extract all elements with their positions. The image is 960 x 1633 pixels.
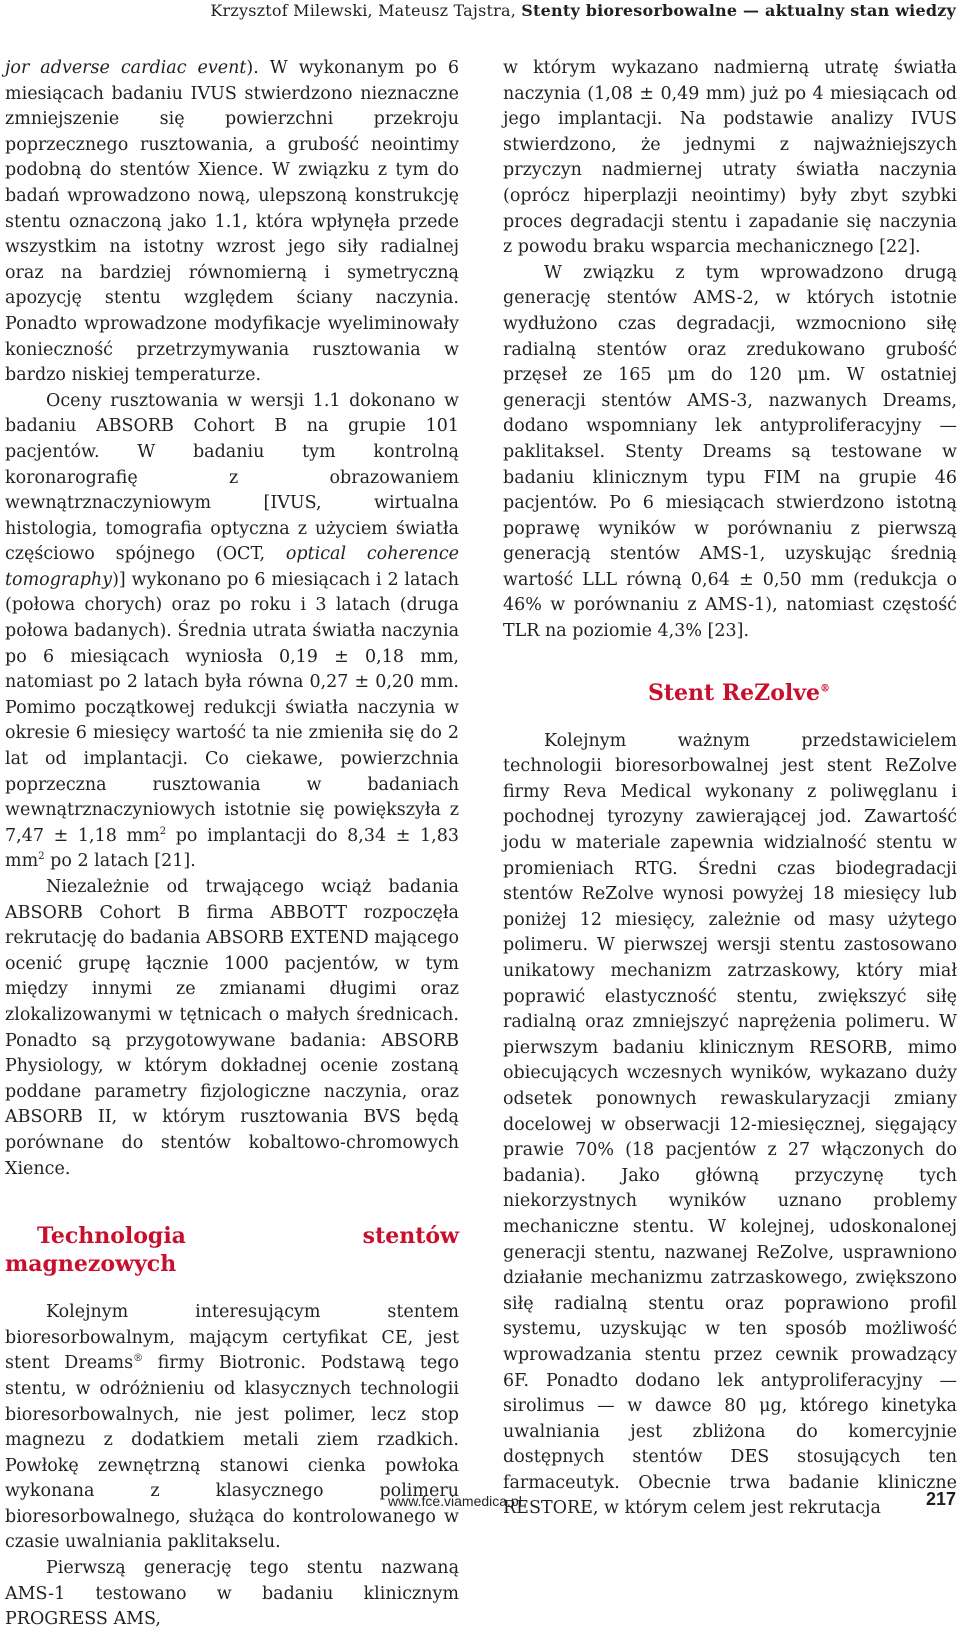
registered-mark: ® [820,683,831,695]
left-paragraph-4 [5,1300,459,1556]
paragraph-text: Kolejnym interesującym stentem bioresorbowalnym, mającym certyfikat CE, jest stent Dreams [5,1302,459,1374]
left-paragraph-5: Pierwszą generację tego stentu nazwaną AMS-1 testowano w badaniu klinicznym PROGRESS AMS, [5,1558,459,1630]
paragraph-text: Oceny rusztowania w wersji 1.1 dokonano w badaniu ABSORB Cohort B na grupie 101 pacjentów. W badaniu tym kontrolną koronarografię z obrazowaniem wewnątrznaczyniowym [IVUS, wirtualna histologia, tomografia optyczna z użyciem światła częściowo spójnego (OCT, [5,390,459,565]
left-paragraph-3: Niezależnie od trwającego wciąż badania ABSORB Cohort B firma ABBOTT rozpoczęła rekrutację do badania ABSORB EXTEND mającego ocenić grupę łącznie 1000 pacjentów, w tym między innymi ze zmianami długimi oraz zlokalizowanymi w tętnicach o małych średnicach. Ponadto są przygotowywane badania: ABSORB Physiology, w którym dokładnej ocenie zostaną poddane parametry fizjologiczne naczynia, oraz ABSORB II, w którym rusztowania BVS będą porównane do stentów kobaltowo-chromowych Xience. [5,877,459,1179]
section-heading-magnesium: Technologia stentów magnezowych [5,1223,459,1278]
footer-url: www.fce.viamedica.pl [388,1493,522,1509]
right-paragraph-3: Kolejnym ważnym przedstawicielem technologii bioresorbowalnej jest stent ReZolve firmy Reva Medical wykonany z poliwęglanu i pochodnej tyrozyny zawierającej jod. Zawartość jodu w materiale zapewnia widzialność stentu w promieniach RTG. Średni czas biodegradacji stentów ReZolve wynosi powyżej 18 miesięcy lub poniżej 12 miesięcy, zależnie od masy użytego polimeru. W pierwszej wersji stentu zastosowano unikatowy mechanizm zatrzaskowy, który miał poprawić elastyczność stentu, zwiększyć siłę radialną oraz zmniejszyć naprężenia polimeru. W pierwszym badaniu klinicznym RESORB, mimo obiecujących wczesnych wyników, wykazano duży odsetek ponownych rewaskularyzacji zmiany docelowej w obserwacji 12-miesięcznej, sięgający prawie 70% (18 pacjentów z 27 włączonych do badania). Jako główną przyczynę tych niekorzystnych wyników uznano problemy mechaniczne stentu. W kolejnej, udoskonalonej generacji stentu, nazwanej ReZolve, usprawniono działanie mechanizmu zatrzaskowego, zwiększono siłę radialną stentu oraz poprawiono profil systemu, uzyskując w ten sposób możliwość wprowadzania stentu przez cewnik prowadzący 6F. Ponadto dodano lek antyproliferacyjny — sirolimus — w dawce 80 μg, którego kinetyka uwalniania jest zbliżona do komercyjnie dostępnych stentów DES stosujących ten farmaceutyk. Obecnie trwa badanie kliniczne RESTORE, w którym celem jest rekrutacja [503,730,957,1519]
page-number: 217 [925,1489,956,1509]
right-paragraph-1: w którym wykazano nadmierną utratę światła naczynia (1,08 ± 0,49 mm) już po 4 miesiącach od jego implantacji. Na podstawie analizy IVUS stwierdzono, że jednymi z najważniejszych przyczyn nadmiernej utraty światła naczynia (oprócz hiperplazji neointimy) były zbyt szybki proces degradacji stentu i zapadanie się naczynia z powodu braku wsparcia mechanicznego [22]. [503,58,957,258]
italic-fragment: optical coherence tomography [5,544,459,590]
italic-fragment: jor adverse cardiac event [5,58,247,78]
superscript: 2 [159,825,167,837]
paragraph-text: firmy Biotronic. Podstawą tego stentu, w odróżnieniu od klasycznych technologii bioresorbowalnych, nie jest polimer, lecz stop magnezu z dodatkiem metali ziem rzadkich. Powłokę zewnętrzną stanowi cienka powłoka wykonana z klasycznego polimeru bioresorbowalnego, służąca do kontrolowanego w czasie uwalniania paklitakselu. [5,1353,460,1553]
left-paragraph-2 [5,389,459,875]
left-paragraph-1 [5,56,459,389]
header-title: Stenty bioresorbowalne — aktualny stan wiedzy [521,1,956,20]
registered-mark: ® [133,1353,144,1365]
header-authors: Krzysztof Milewski, Mateusz Tajstra, [210,1,522,20]
section-heading-rezolve [503,679,957,707]
running-header [210,1,956,21]
left-column [5,56,459,1633]
paragraph-text: )] wykonano po 6 miesiącach i 2 latach (połowa chorych) oraz po roku i 3 latach (druga połowa badanych). Średnia utrata światła naczynia po 6 miesiącach wyniosła 0,19 ± 0,18 mm, natomiast po 2 latach była równa 0,27 ± 0,20 mm. Pomimo początkowej redukcji światła naczynia w okresie 6 miesięcy wartość ta nie zmieniła się do 2 lat od implantacji. Co ciekawe, powierzchnia poprzeczna rusztowania w badaniach wewnątrznaczyniowych istotnie się powiększyła z 7,47 ± 1,18 mm [5,569,459,846]
right-paragraph-2: W związku z tym wprowadzono drugą generację stentów AMS-2, w których istotnie wydłużono czas degradacji, wzmocniono siłę radialną stentów oraz zredukowano grubość przęseł ze 165 μm do 120 μm. W ostatniej generacji stentów AMS-3, nazwanych Dreams, dodano wspomniany lek antyproliferacyjny — paklitaksel. Stenty Dreams są testowane w badaniu klinicznym typu FIM na grupie 46 pacjentów. Po 6 miesiącach stwierdzono istotną poprawę wyników w porównaniu z pierwszą generacją stentów AMS-1, uzyskując średnią wartość LLL równą 0,64 ± 0,50 mm (redukcja o 46% w porównaniu z AMS-1), natomiast częstość TLR na poziomie 4,3% [23]. [503,262,957,642]
superscript: 2 [38,851,45,863]
paragraph-text: po 2 latach [21]. [44,851,196,872]
paragraph-text: ). W wykonanym po 6 miesiącach badaniu IVUS stwierdzono nieznaczne zmniejszenie się powierzchni przekroju poprzecznego rusztowania, a grubość neointimy podobną do stentów Xience. W związku z tym do badań wprowadzono nową, ulepszoną konstrukcję stentu oznaczoną jako 1.1, która wpłynęła przede wszystkim na istotny wzrost jego siły radialnej oraz na bardziej równomierną i symetryczną apozycję stentu względem ściany naczynia. Ponadto wprowadzone modyfikacje wyeliminowały konieczność przetrzymywania rusztowania w bardzo niskiej temperaturze. [5,58,459,386]
heading-text: Stent ReZolve [648,679,821,706]
paragraph-text: po implantacji do 8,34 ± 1,83 mm [5,825,459,872]
right-column [503,56,957,1522]
